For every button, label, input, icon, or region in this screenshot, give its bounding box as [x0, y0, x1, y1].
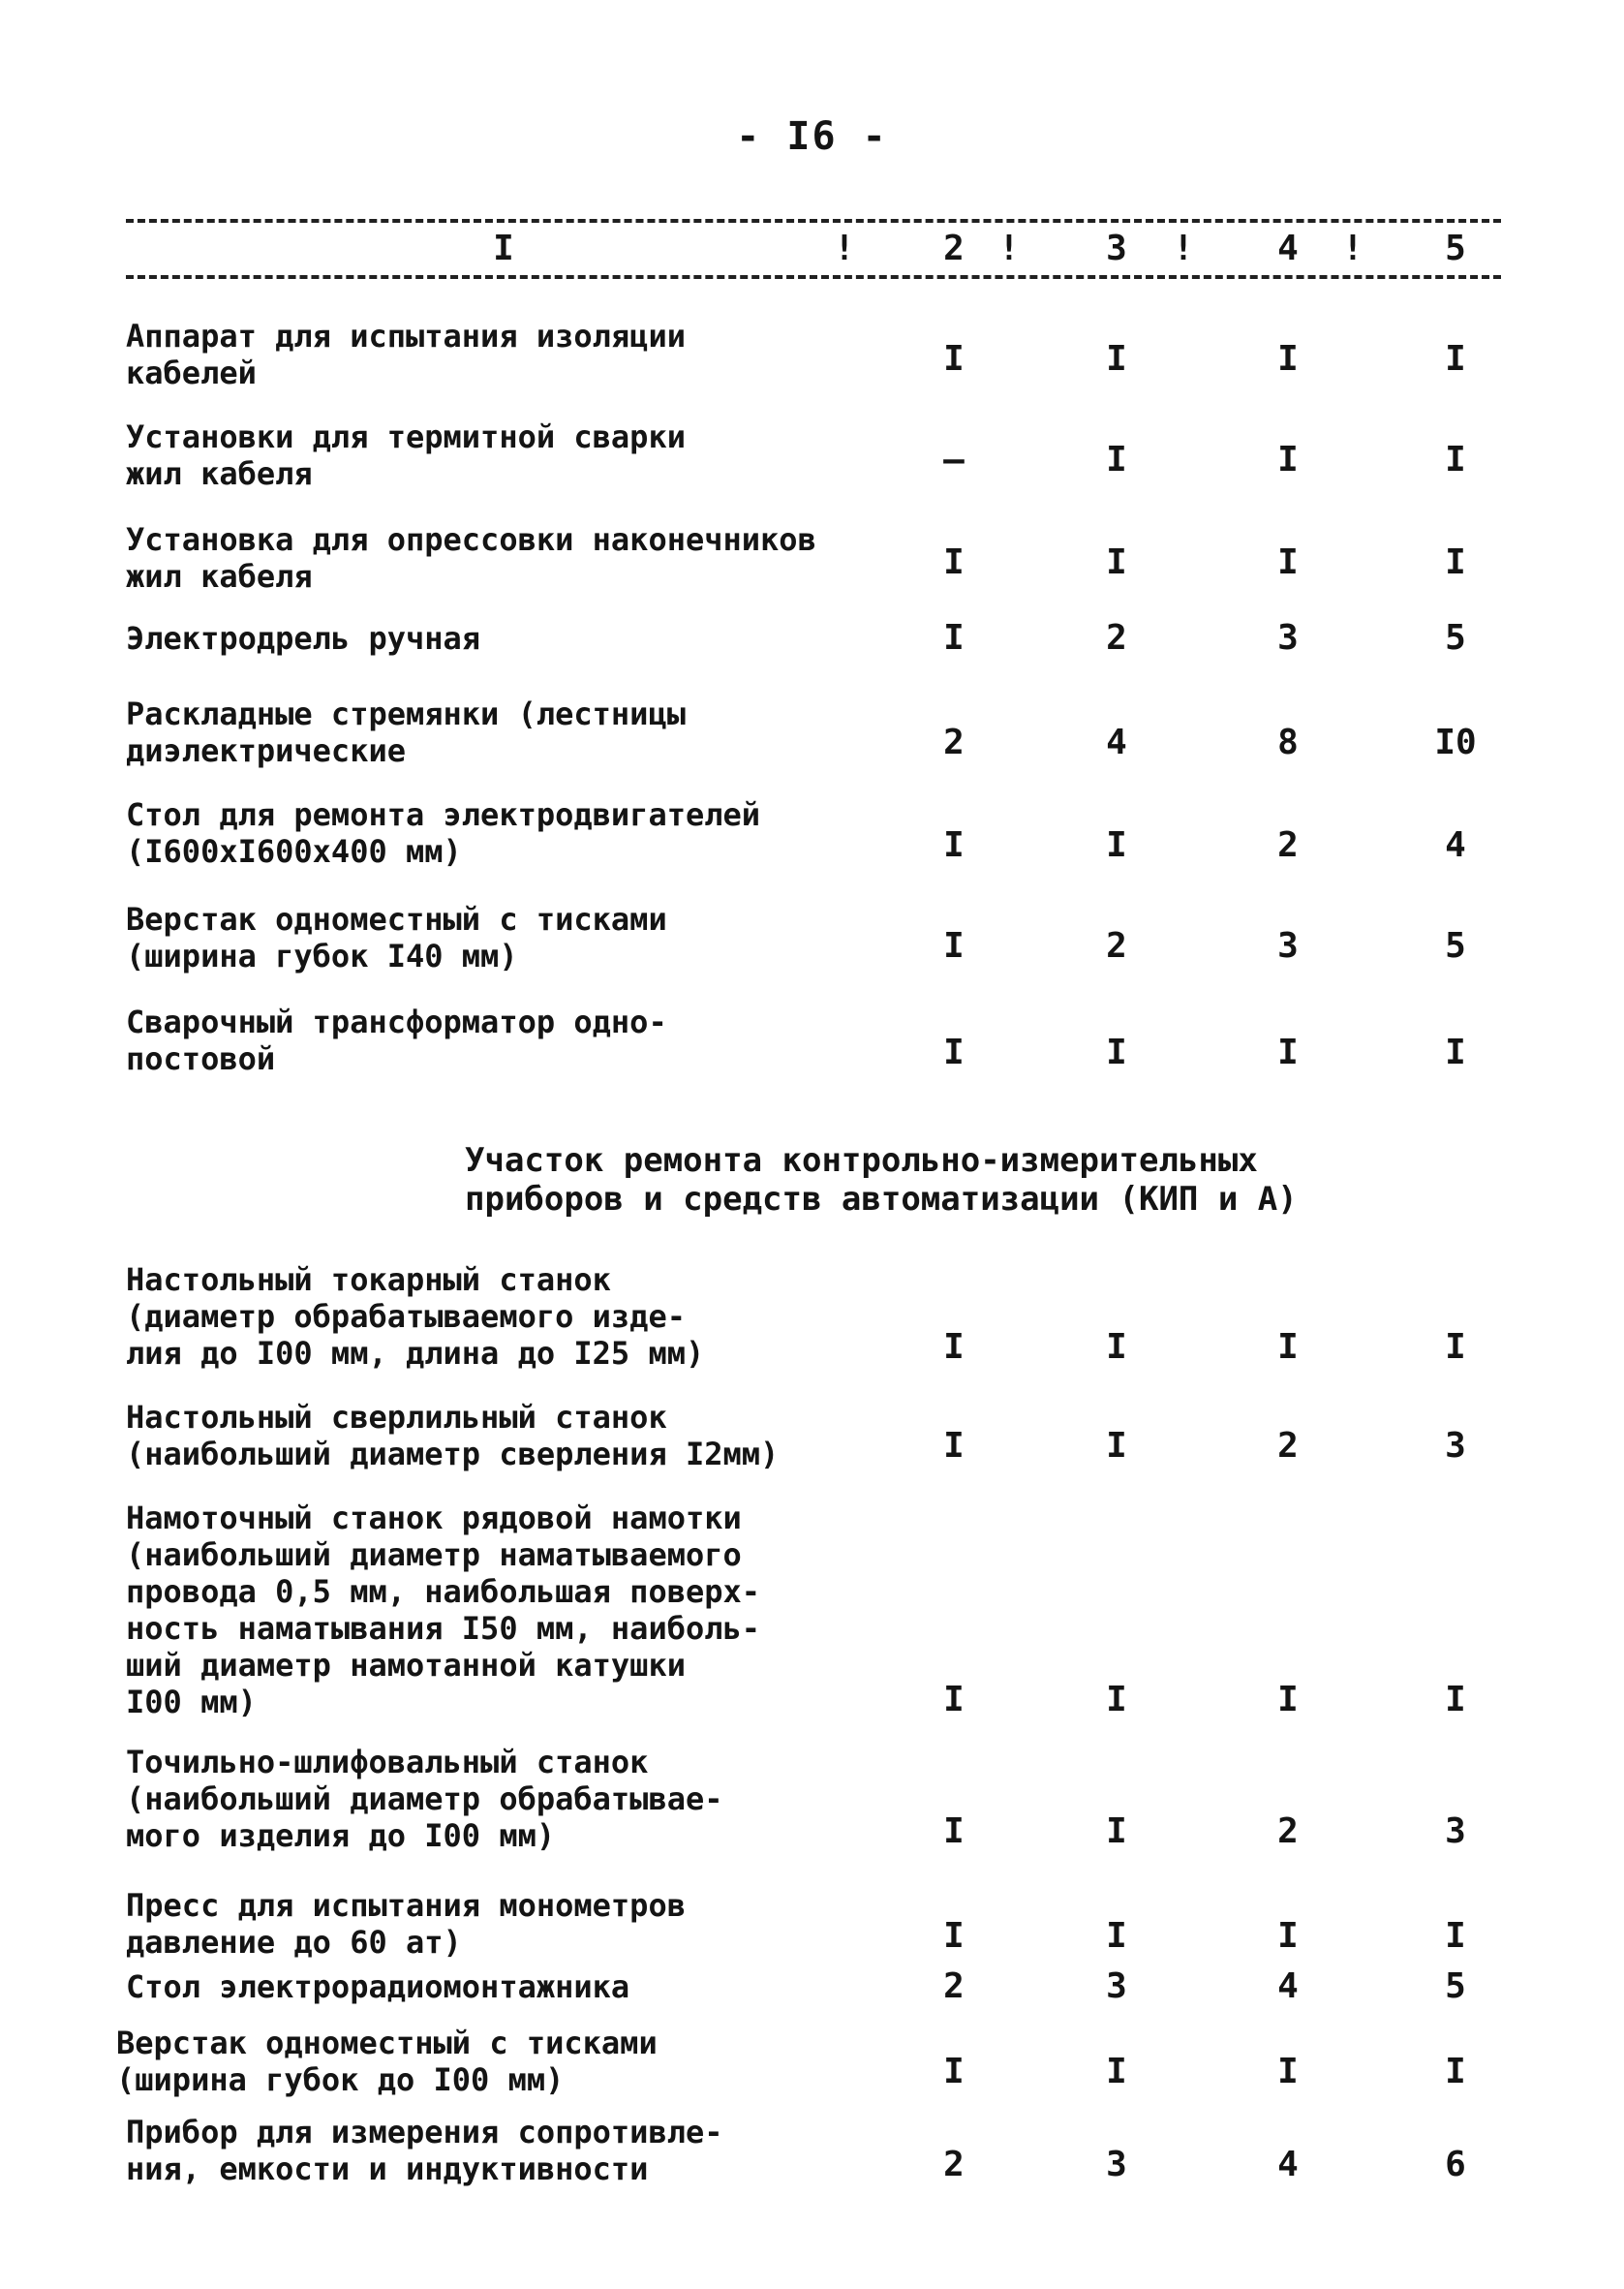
qty-col-4: I — [1277, 542, 1299, 582]
equipment-name: Точильно-шлифовальный станок (наибольший диаметр обрабатывае- мого изделия до I00 мм) — [126, 1744, 723, 1854]
qty-col-5: I — [1445, 339, 1466, 379]
qty-col-3: 3 — [1106, 2145, 1127, 2184]
qty-col-5: I — [1445, 1916, 1466, 1956]
equipment-name: Намоточный станок рядовой намотки (наибольший диаметр наматываемого провода 0,5 мм, наибольшая поверх- ность наматывания I50 мм, наиболь- ший диаметр намотанной катушки I00 мм) — [126, 1500, 761, 1720]
header-bottom-rule — [126, 275, 1501, 279]
header-separator: ! — [834, 229, 855, 268]
qty-col-2: I — [943, 618, 965, 658]
header-separator: ! — [1173, 229, 1194, 268]
qty-col-5: I — [1445, 1327, 1466, 1367]
qty-col-5: 6 — [1445, 2145, 1466, 2184]
qty-col-5: I — [1445, 1033, 1466, 1072]
qty-col-3: I — [1106, 1680, 1127, 1719]
qty-col-2: I — [943, 1426, 965, 1466]
header-separator: ! — [1342, 229, 1364, 268]
qty-col-4: 4 — [1277, 2145, 1299, 2184]
equipment-name: Стол электрорадиомонтажника — [126, 1968, 630, 2005]
equipment-name: Пресс для испытания монометров давление до 60 ат) — [126, 1887, 686, 1961]
qty-col-4: 3 — [1277, 618, 1299, 658]
qty-col-2: I — [943, 1811, 965, 1851]
qty-col-4: 8 — [1277, 723, 1299, 762]
qty-col-2: – — [943, 440, 965, 479]
qty-col-3: I — [1106, 1033, 1127, 1072]
qty-col-2: I — [943, 1916, 965, 1956]
equipment-name: Установка для опрессовки наконечников жил кабеля — [126, 521, 816, 595]
qty-col-5: 5 — [1445, 1966, 1466, 2006]
qty-col-4: 2 — [1277, 1811, 1299, 1851]
qty-col-5: 4 — [1445, 825, 1466, 865]
qty-col-2: 2 — [943, 1966, 965, 2006]
qty-col-5: I — [1445, 2052, 1466, 2091]
qty-col-4: I — [1277, 1327, 1299, 1367]
equipment-name: Верстак одноместный с тисками (ширина губок до I00 мм) — [116, 2025, 658, 2098]
equipment-name: Настольный сверлильный станок (наибольший диаметр сверления I2мм) — [126, 1399, 780, 1472]
equipment-name: Аппарат для испытания изоляции кабелей — [126, 318, 686, 391]
qty-col-5: 5 — [1445, 618, 1466, 658]
header-col-2: 2 — [943, 229, 965, 268]
qty-col-4: 2 — [1277, 1426, 1299, 1466]
qty-col-3: I — [1106, 1916, 1127, 1956]
equipment-name: Верстак одноместный с тисками (ширина губок I40 мм) — [126, 901, 667, 974]
qty-col-4: I — [1277, 1033, 1299, 1072]
qty-col-2: I — [943, 339, 965, 379]
equipment-name: Электродрель ручная — [126, 620, 481, 657]
equipment-name: Раскладные стремянки (лестницы диэлектрические — [126, 696, 686, 769]
qty-col-4: I — [1277, 1680, 1299, 1719]
qty-col-3: 2 — [1106, 618, 1127, 658]
header-col-1: I — [493, 229, 514, 268]
qty-col-4: 4 — [1277, 1966, 1299, 2006]
qty-col-2: I — [943, 1680, 965, 1719]
qty-col-2: I — [943, 1327, 965, 1367]
qty-col-3: I — [1106, 1811, 1127, 1851]
qty-col-3: 4 — [1106, 723, 1127, 762]
qty-col-4: I — [1277, 2052, 1299, 2091]
section-title: Участок ремонта контрольно-измерительных приборов и средств автоматизации (КИП и А) — [465, 1141, 1298, 1219]
qty-col-2: 2 — [943, 723, 965, 762]
qty-col-4: I — [1277, 339, 1299, 379]
qty-col-3: 3 — [1106, 1966, 1127, 2006]
qty-col-3: I — [1106, 1327, 1127, 1367]
qty-col-5: I — [1445, 440, 1466, 479]
header-col-3: 3 — [1106, 229, 1127, 268]
qty-col-3: I — [1106, 825, 1127, 865]
qty-col-5: 5 — [1445, 926, 1466, 966]
qty-col-4: I — [1277, 440, 1299, 479]
qty-col-5: I0 — [1434, 723, 1477, 762]
qty-col-4: I — [1277, 1916, 1299, 1956]
qty-col-3: I — [1106, 440, 1127, 479]
qty-col-2: I — [943, 825, 965, 865]
page-number: - I6 - — [736, 114, 888, 159]
equipment-name: Сварочный трансформатор одно- постовой — [126, 1004, 667, 1077]
qty-col-5: I — [1445, 1680, 1466, 1719]
qty-col-5: 3 — [1445, 1811, 1466, 1851]
qty-col-3: I — [1106, 2052, 1127, 2091]
qty-col-3: I — [1106, 339, 1127, 379]
header-col-5: 5 — [1445, 229, 1466, 268]
equipment-name: Стол для ремонта электродвигателей (I600хI600х400 мм) — [126, 796, 761, 870]
table-header — [126, 229, 1501, 271]
qty-col-2: I — [943, 542, 965, 582]
qty-col-2: I — [943, 926, 965, 966]
qty-col-2: I — [943, 2052, 965, 2091]
qty-col-5: 3 — [1445, 1426, 1466, 1466]
qty-col-3: I — [1106, 1426, 1127, 1466]
qty-col-3: I — [1106, 542, 1127, 582]
qty-col-2: 2 — [943, 2145, 965, 2184]
equipment-name: Прибор для измерения сопротивле- ния, емкости и индуктивности — [126, 2114, 723, 2187]
qty-col-5: I — [1445, 542, 1466, 582]
qty-col-4: 2 — [1277, 825, 1299, 865]
equipment-name: Установки для термитной сварки жил кабеля — [126, 418, 686, 492]
qty-col-2: I — [943, 1033, 965, 1072]
header-separator: ! — [998, 229, 1020, 268]
header-col-4: 4 — [1277, 229, 1299, 268]
qty-col-3: 2 — [1106, 926, 1127, 966]
header-top-rule — [126, 219, 1501, 223]
equipment-name: Настольный токарный станок (диаметр обрабатываемого изде- лия до I00 мм, длина до I25 мм) — [126, 1261, 705, 1372]
qty-col-4: 3 — [1277, 926, 1299, 966]
